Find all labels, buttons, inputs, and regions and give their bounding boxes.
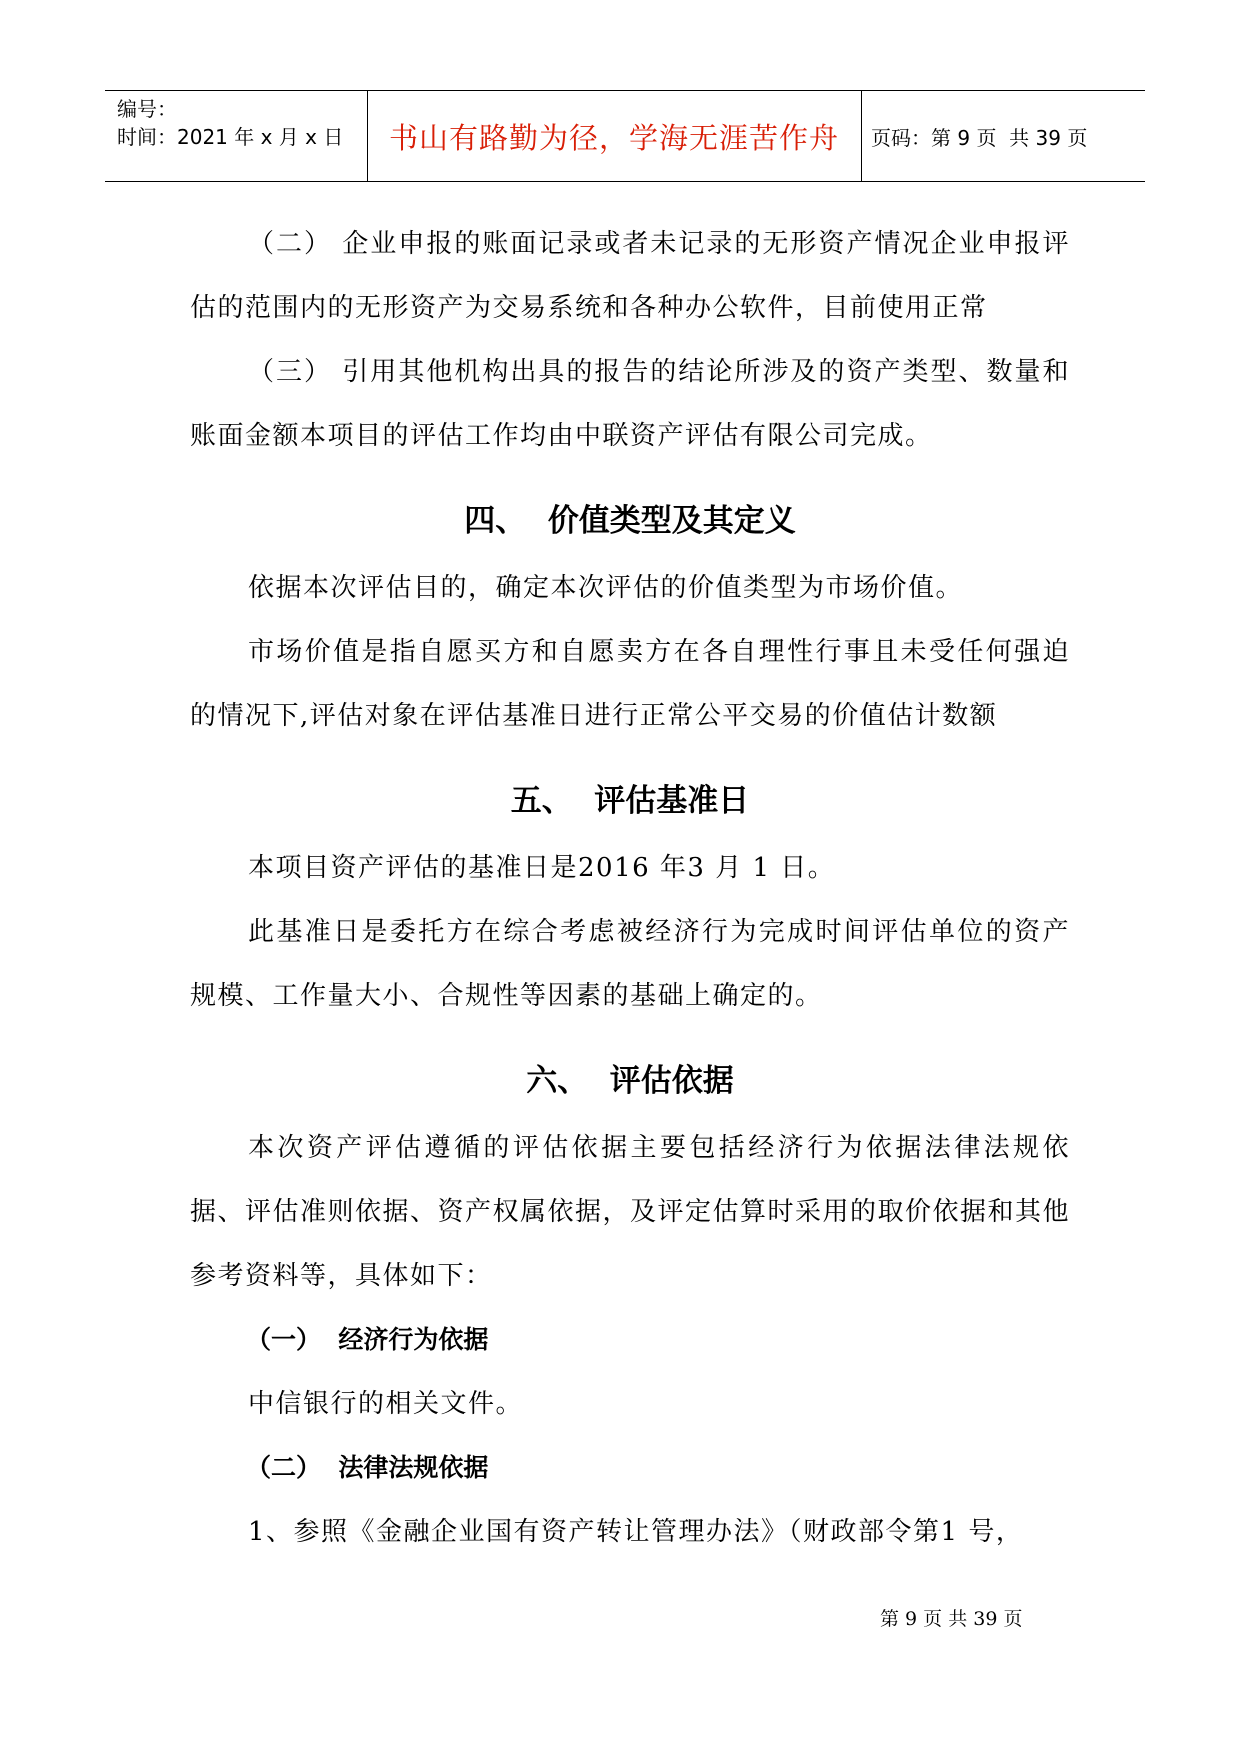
header-page-number: 页码：第 9 页 共 39 页 bbox=[871, 125, 1088, 150]
page-header bbox=[105, 90, 1145, 182]
subheading-economic-basis: （一） 经济行为依据 bbox=[246, 1325, 489, 1354]
paragraph-base-date: 本项目资产评估的基准日是2016 年3 月 1 日。 bbox=[248, 853, 836, 883]
header-number-label: 编号： bbox=[117, 97, 177, 121]
page-footer: 第 9 页 共 39 页 bbox=[880, 1608, 1023, 1630]
paragraph-basis-overview: 本次资产评估遵循的评估依据主要包括经济行为依据法律法规依据、评估准则依据、资产权属依据，及评定估算时采用的取价依据和其他参考资料等，具体如下： bbox=[190, 1133, 1071, 1291]
header-meta bbox=[117, 95, 343, 151]
paragraph-market-value-definition: 市场价值是指自愿买方和自愿卖方在各自理性行事且未受任何强迫的情况下,评估对象在评估基准日进行正常公平交易的价值估计数额 bbox=[190, 637, 1070, 731]
section-heading-basis: 六、 评估依据 bbox=[526, 1063, 734, 1099]
section-heading-value-type: 四、 价值类型及其定义 bbox=[464, 503, 796, 539]
subheading-legal-basis: （二） 法律法规依据 bbox=[246, 1453, 489, 1482]
paragraph-intangible-assets: （二） 企业申报的账面记录或者未记录的无形资产情况企业申报评估的范围内的无形资产为交易系统和各种办公软件，目前使用正常 bbox=[190, 229, 1070, 323]
paragraph-other-reports: （三） 引用其他机构出具的报告的结论所涉及的资产类型、数量和账面金额本项目的评估工作均由中联资产评估有限公司完成。 bbox=[190, 357, 1070, 451]
paragraph-value-type: 依据本次评估目的，确定本次评估的价值类型为市场价值。 bbox=[248, 573, 964, 603]
paragraph-base-date-reason: 此基准日是委托方在综合考虑被经济行为完成时间评估单位的资产规模、工作量大小、合规性等因素的基础上确定的。 bbox=[190, 917, 1070, 1011]
paragraph-economic-basis: 中信银行的相关文件。 bbox=[248, 1389, 524, 1419]
header-divider-right bbox=[861, 91, 862, 181]
paragraph-legal-basis-item-1: 1、参照《金融企业国有资产转让管理办法》（财政部令第1 号， bbox=[248, 1517, 1024, 1547]
document-body bbox=[190, 212, 1070, 1564]
header-motto: 书山有路勤为径，学海无涯苦作舟 bbox=[388, 120, 839, 155]
section-heading-base-date: 五、 评估基准日 bbox=[510, 783, 750, 819]
header-time-label: 时间：2021 年 x 月 x 日 bbox=[117, 125, 344, 149]
